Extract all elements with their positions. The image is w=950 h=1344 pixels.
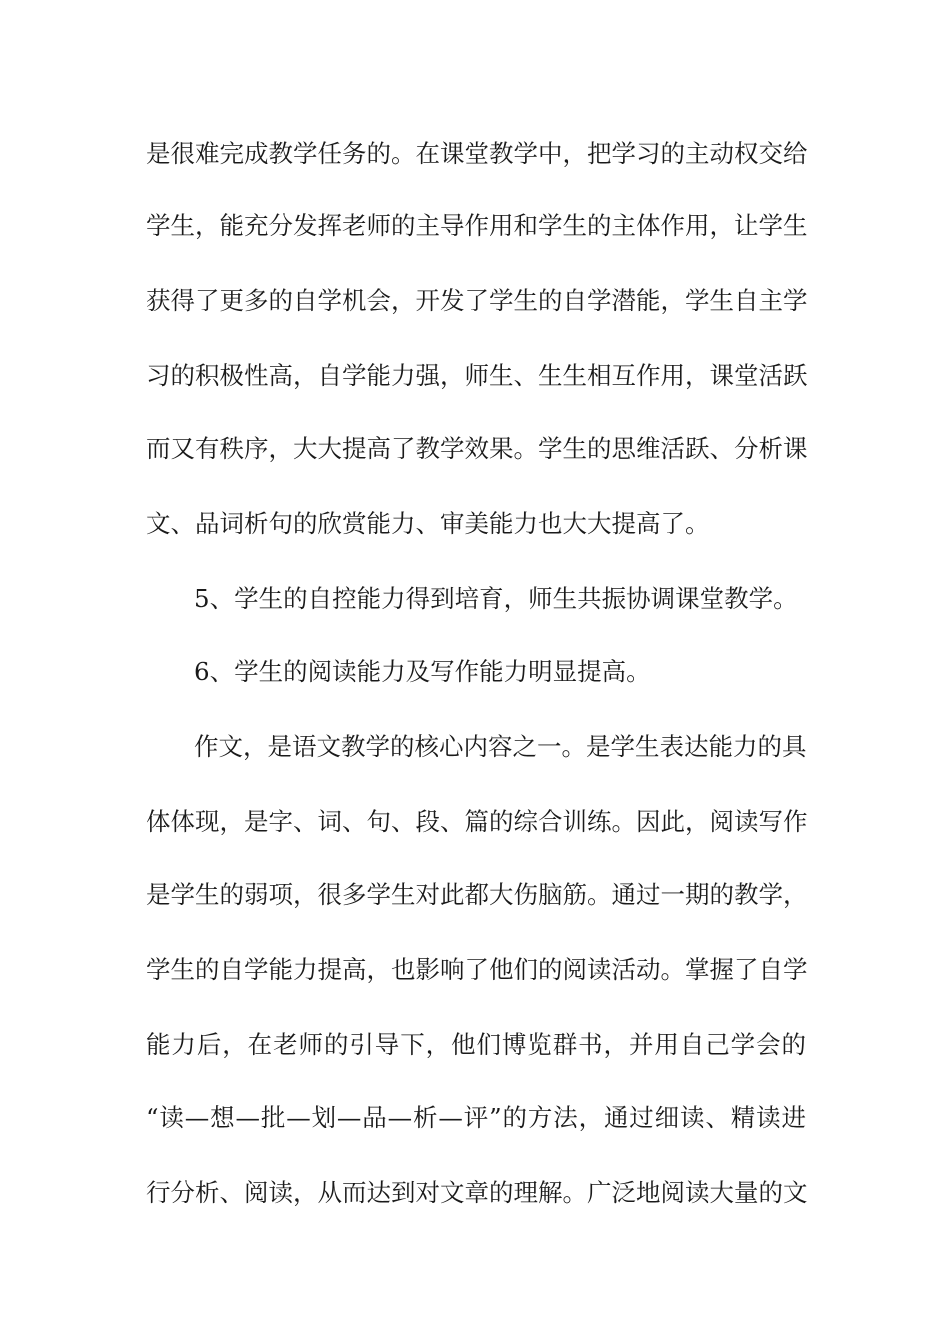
text-line: 体体现，是字、词、句、段、篇的综合训练。因此，阅读写作 xyxy=(146,807,808,836)
text-line: 作文，是语文教学的核心内容之一。是学生表达能力的具 xyxy=(194,732,807,761)
text-line: 习的积极性高，自学能力强，师生、生生相互作用，课堂活跃 xyxy=(146,361,808,390)
text-line: “读—想—批—划—品—析—评”的方法，通过细读、精读进 xyxy=(146,1103,806,1132)
text-line: 是学生的弱项，很多学生对此都大伤脑筋。通过一期的教学， xyxy=(146,880,808,909)
list-item: 6、学生的阅读能力及写作能力明显提高。 xyxy=(194,657,651,686)
list-item: 5、学生的自控能力得到培育，师生共振协调课堂教学。 xyxy=(194,584,798,613)
text-line: 获得了更多的自学机会，开发了学生的自学潜能，学生自主学 xyxy=(146,286,808,315)
text-line: 学生的自学能力提高，也影响了他们的阅读活动。掌握了自学 xyxy=(146,955,808,984)
text-line: 是很难完成教学任务的。在课堂教学中，把学习的主动权交给 xyxy=(146,139,808,168)
text-line: 能力后，在老师的引导下，他们博览群书，并用自己学会的 xyxy=(146,1030,806,1059)
text-line: 学生，能充分发挥老师的主导作用和学生的主体作用，让学生 xyxy=(146,211,808,240)
text-line: 文、品词析句的欣赏能力、审美能力也大大提高了。 xyxy=(146,509,710,538)
text-line: 而又有秩序，大大提高了教学效果。学生的思维活跃、分析课 xyxy=(146,434,808,463)
text-line: 行分析、阅读，从而达到对文章的理解。广泛地阅读大量的文 xyxy=(146,1178,808,1207)
